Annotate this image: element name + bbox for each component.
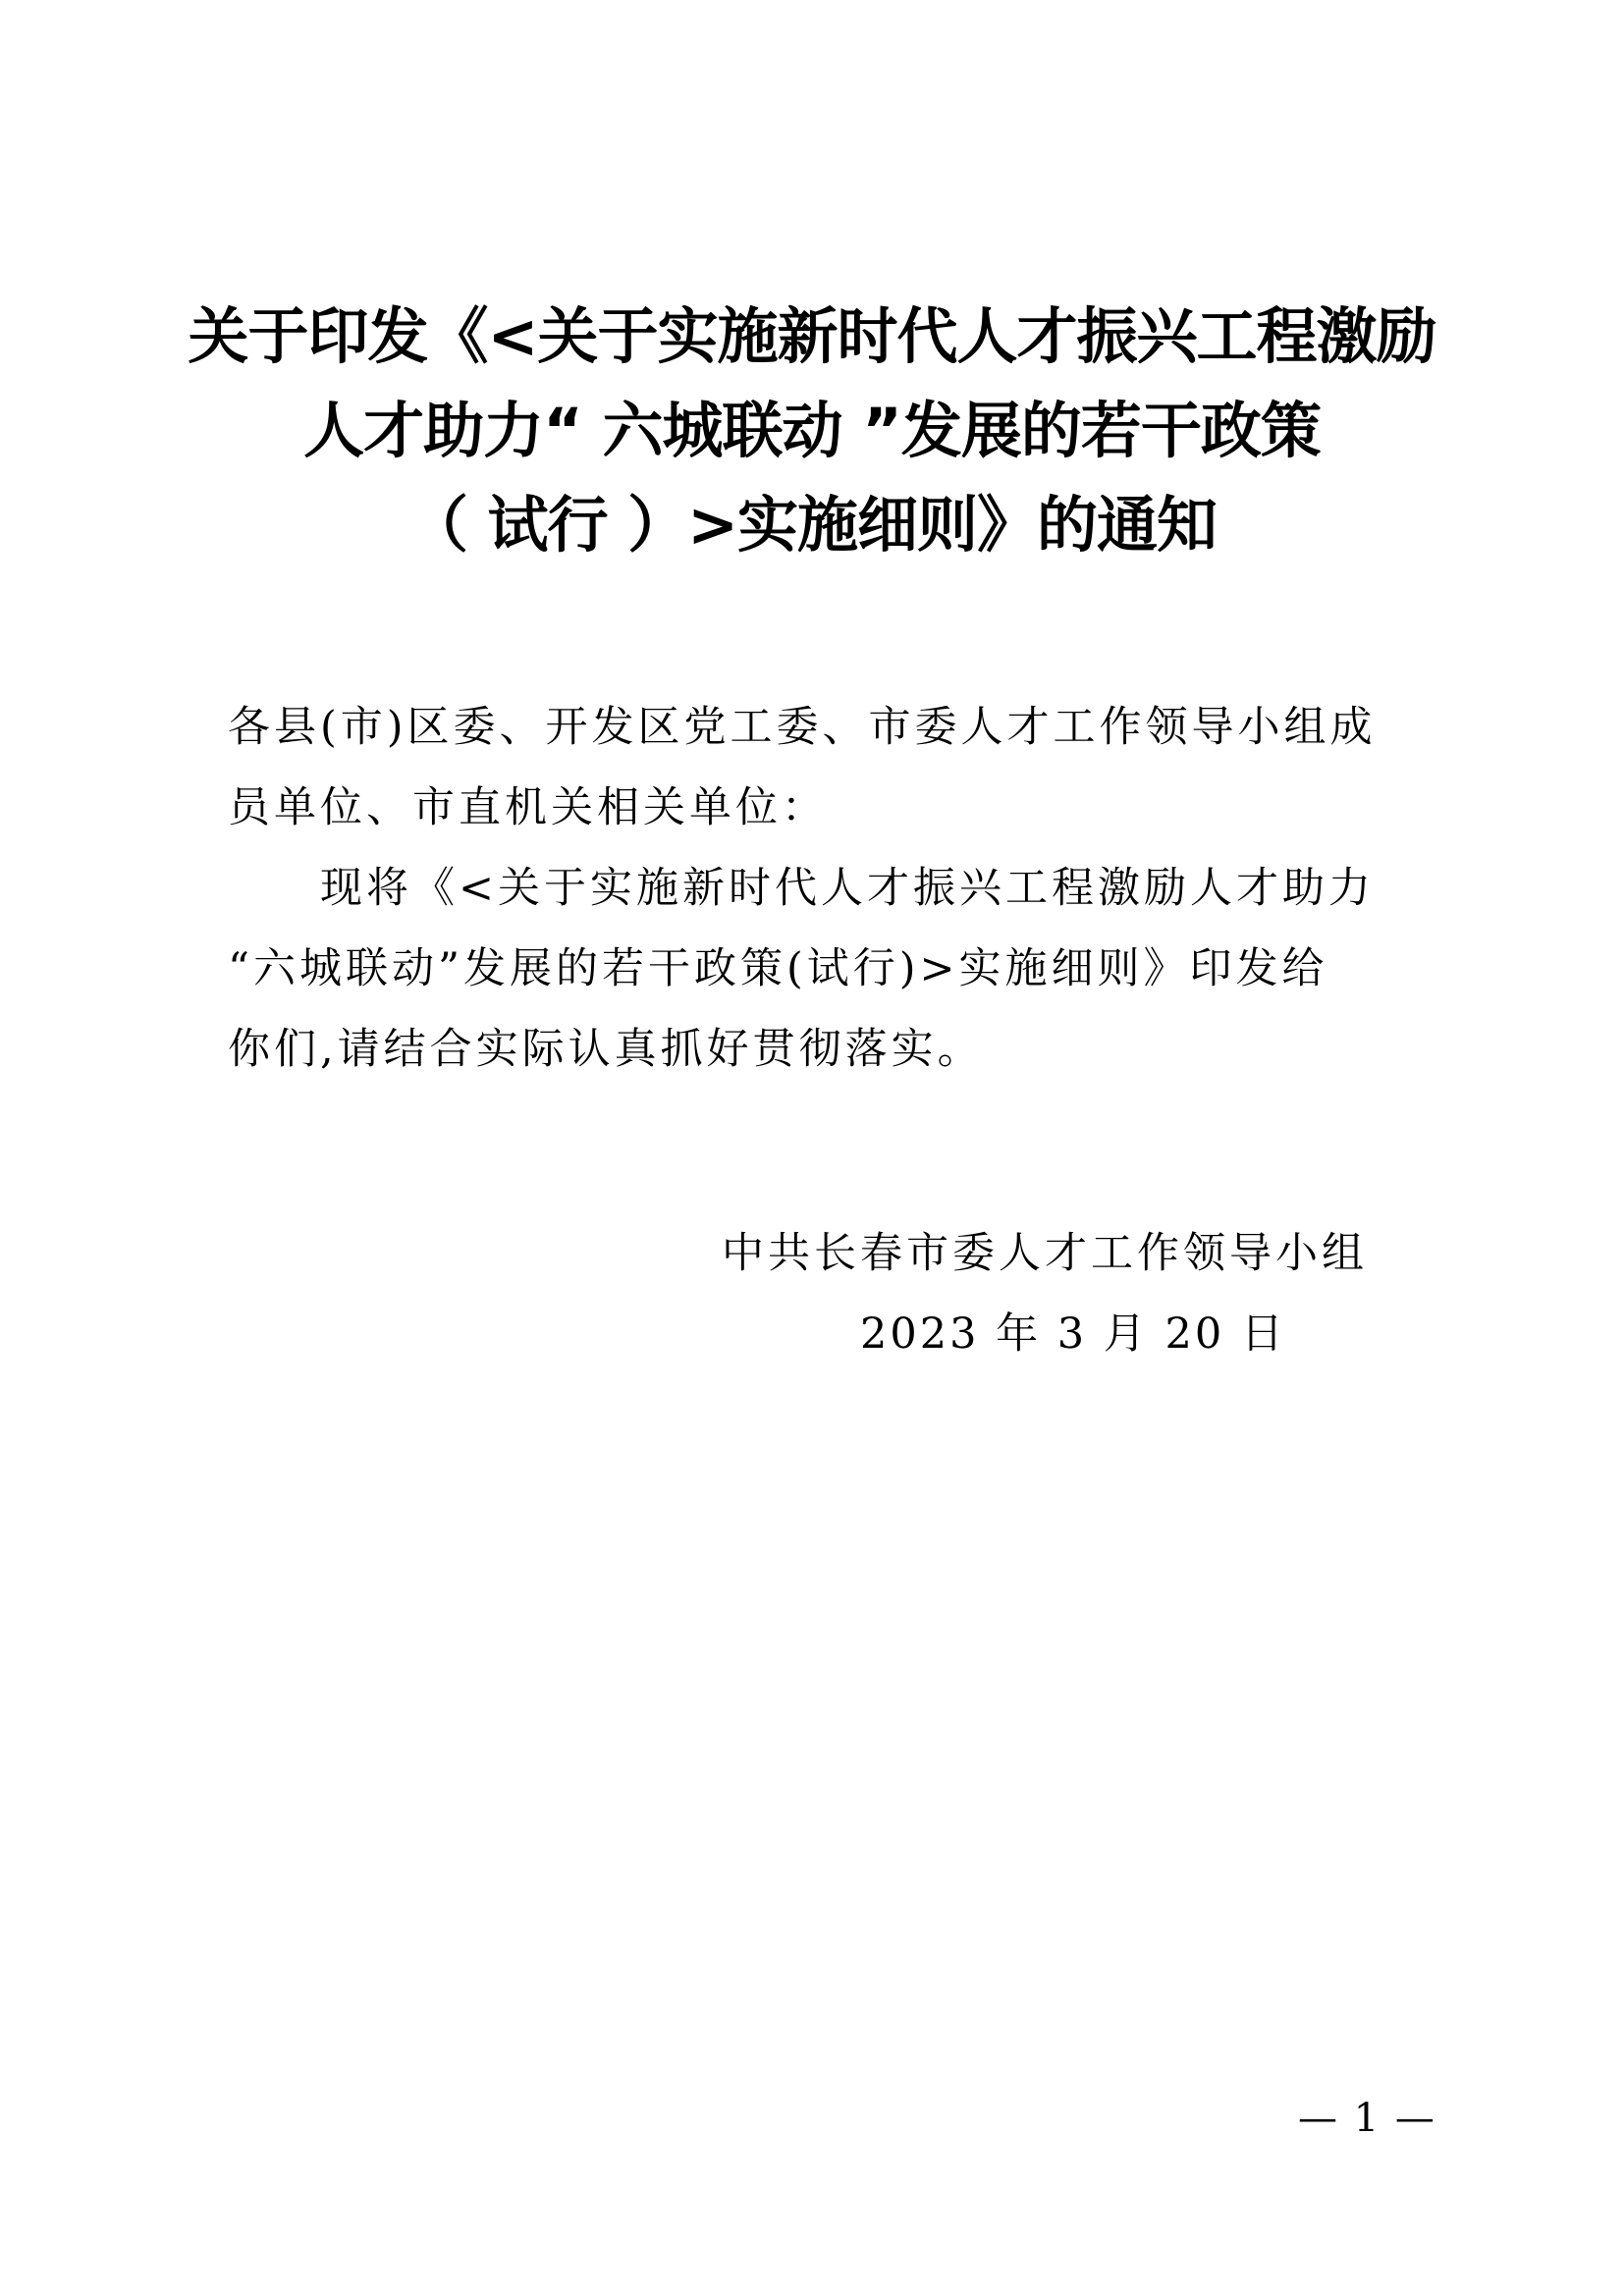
title-line-2: 人才助力“ 六城联动 ”发展的若干政策 <box>303 395 1321 466</box>
document-title <box>177 290 1447 572</box>
body-line-3: 你们,请结合实际认真抓好贯彻落实。 <box>228 1025 984 1074</box>
signature-date: 2023 年 3 月 20 日 <box>860 1309 1286 1359</box>
page-number: — 1 — <box>1298 2096 1436 2141</box>
body-line-1: 现将《<关于实施新时代人才振兴工程激励人才助力 <box>320 864 1376 913</box>
body-paragraph <box>228 848 1416 1090</box>
salutation-line-2: 员单位、市直机关相关单位： <box>228 783 828 832</box>
body-line-2: “六城联动”发展的若干政策(试行)>实施细则》印发给 <box>228 944 1328 993</box>
title-line-1: 关于印发《<关于实施新时代人才振兴工程激励 <box>188 300 1436 372</box>
salutation-line-1: 各县(市)区委、开发区党工委、市委人才工作领导小组成 <box>228 703 1377 752</box>
salutation <box>228 687 1416 848</box>
title-line-3: （ 试行 ）>实施细则》的通知 <box>406 489 1218 561</box>
signature-organization: 中共长春市委人才工作领导小组 <box>722 1229 1368 1278</box>
